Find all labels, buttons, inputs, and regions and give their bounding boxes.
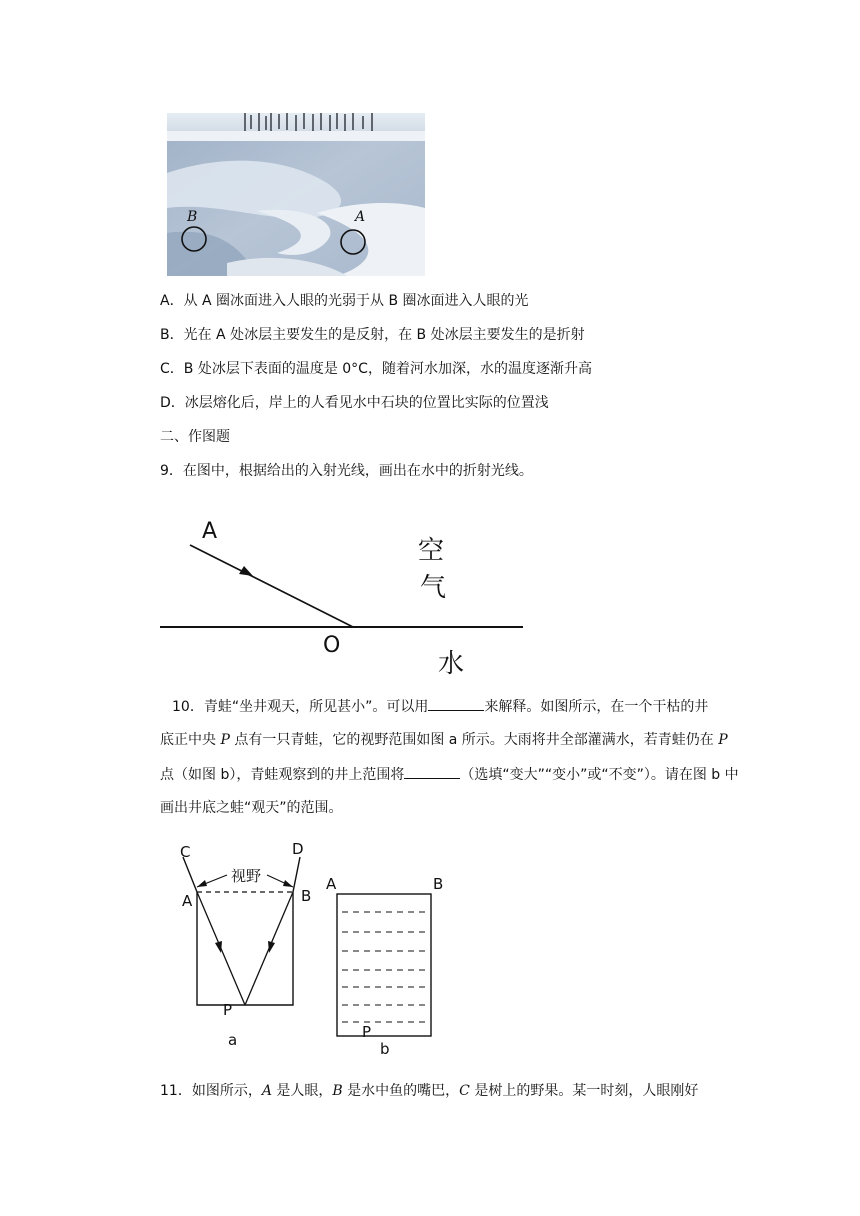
circle-a-label: A <box>355 209 366 225</box>
question-10-line-4: 画出井底之蛙“观天”的范围。 <box>160 800 343 816</box>
label-b: B <box>433 875 444 893</box>
question-9-text: 9．在图中，根据给出的入射光线，画出在水中的折射光线。 <box>160 463 533 479</box>
question-11-text: 11．如图所示，A 是人眼，B 是水中鱼的嘴巴，C 是树上的野果。某一时刻，人眼刚好 <box>160 1083 699 1099</box>
section-title: 二、作图题 <box>160 429 230 445</box>
question-10-line-1: 10．青蛙“坐井观天，所见甚小”。可以用 来解释。如图所示，在一个干枯的井 <box>172 696 708 717</box>
figure-a-caption: a <box>228 1031 238 1049</box>
air-label-1: 空 <box>418 536 445 566</box>
answer-blank-1[interactable] <box>428 696 484 711</box>
option-a: A．从 A 圈冰面进入人眼的光弱于从 B 圈冰面进入人眼的光 <box>160 293 529 309</box>
ray-label-a: A <box>202 519 218 544</box>
water-label: 水 <box>438 649 465 679</box>
view-label: 视野 <box>231 867 262 885</box>
answer-blank-2[interactable] <box>404 764 460 779</box>
frozen-river-photo <box>167 113 425 276</box>
well-figure-a <box>175 835 325 1055</box>
well-figure-b <box>320 865 460 1060</box>
figure-b-caption: b <box>380 1040 390 1058</box>
point-label-o: O <box>323 633 341 658</box>
label-a: A <box>182 892 193 910</box>
question-10-line-2: 底正中央 P 点有一只青蛙，它的视野范围如图 a 所示。大雨将井全部灌满水，若青蛙仍在 P <box>160 732 728 748</box>
label-p: P <box>362 1023 372 1041</box>
refraction-figure <box>155 510 535 685</box>
air-label-2: 气 <box>420 573 447 603</box>
label-a: A <box>326 875 337 893</box>
circle-b-label: B <box>187 209 198 225</box>
label-d: D <box>292 840 304 858</box>
option-c: C．B 处冰层下表面的温度是 0°C，随着河水加深，水的温度逐渐升高 <box>160 361 592 377</box>
option-d: D．冰层熔化后，岸上的人看见水中石块的位置比实际的位置浅 <box>160 395 549 411</box>
label-c: C <box>180 843 191 861</box>
label-b: B <box>301 887 312 905</box>
label-p: P <box>223 1001 233 1019</box>
option-b: B．光在 A 处冰层主要发生的是反射，在 B 处冰层主要发生的是折射 <box>160 327 585 343</box>
question-10-line-3: 点（如图 b），青蛙观察到的井上范围将 （选填“变大”“变小”或“不变”）。请在图 b 中 <box>160 764 739 785</box>
